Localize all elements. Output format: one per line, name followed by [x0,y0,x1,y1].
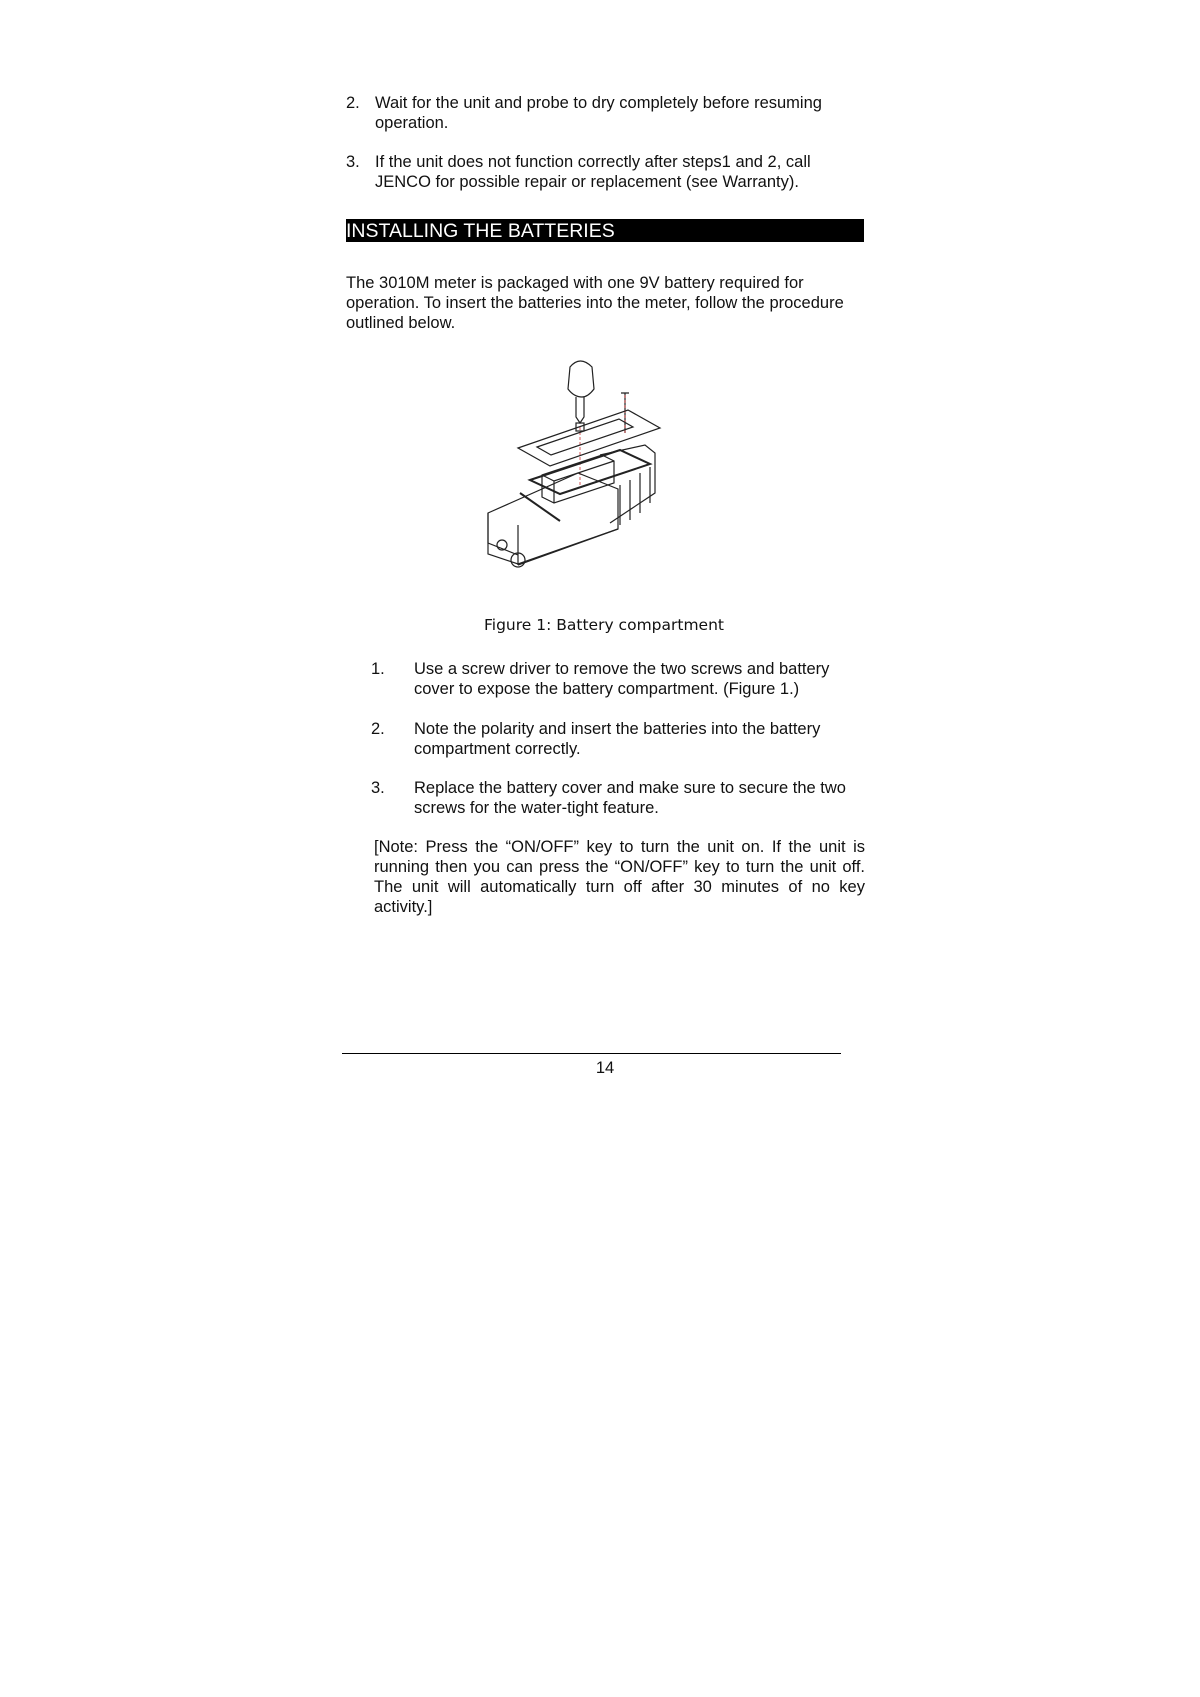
step-text: Wait for the unit and probe to dry completely before resuming operation. [375,94,822,132]
step-number: 2. [371,720,385,738]
screwdriver-icon [568,361,594,431]
intro-paragraph: The 3010M meter is packaged with one 9V battery required for operation. To insert the batteries into the meter, follow the procedure outlined below. [346,274,844,332]
step-text: If the unit does not function correctly after steps1 and 2, call JENCO for possible repair or replacement (see Warranty). [375,153,811,191]
step-number: 3. [346,153,360,171]
step-1 [371,659,871,699]
step-text: Use a screw driver to remove the two screws and battery cover to expose the battery compartment. (Figure 1.) [414,660,830,698]
note-paragraph: [Note: Press the “ON/OFF” key to turn the unit on. If the unit is running then you can press the “ON/OFF” key to turn the unit off. The unit will automatically turn off after 30 minutes of no key activity.] [374,838,865,916]
step-number: 2. [346,94,360,112]
section-heading: INSTALLING THE BATTERIES [346,219,864,242]
battery-compartment-illustration [470,355,690,575]
battery-cover [518,410,660,466]
prior-step-3 [346,152,846,192]
step-number: 3. [371,779,385,797]
footer-divider [342,1053,841,1054]
step-text: Replace the battery cover and make sure to secure the two screws for the water-tight feature. [414,779,846,817]
step-2 [371,719,871,759]
step-3 [371,778,871,818]
prior-step-2 [346,93,846,133]
page-number: 14 [595,1059,615,1077]
step-number: 1. [371,660,385,678]
step-text: Note the polarity and insert the batteries into the battery compartment correctly. [414,720,821,758]
figure-caption: Figure 1: Battery compartment [484,616,724,634]
